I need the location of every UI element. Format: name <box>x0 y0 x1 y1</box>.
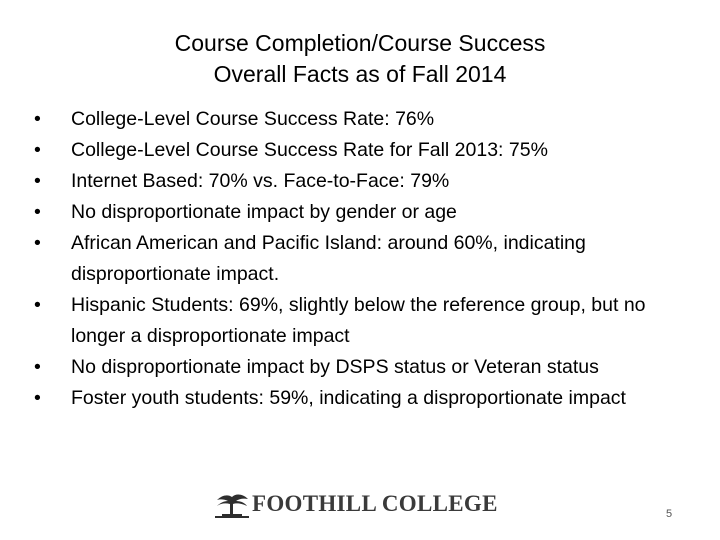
tree-icon <box>214 489 250 519</box>
title-line-2: Overall Facts as of Fall 2014 <box>213 61 507 87</box>
bullet-glyph: • <box>34 170 41 192</box>
bullet-item <box>34 197 684 228</box>
bullet-item <box>34 166 684 197</box>
bullet-item <box>34 135 684 166</box>
bullet-glyph: • <box>34 201 41 223</box>
bullet-glyph: • <box>34 387 41 409</box>
bullet-item <box>34 104 684 135</box>
bullet-glyph: • <box>34 139 41 161</box>
bullet-text: Hispanic Students: 69%, slightly below the reference group, but no longer a disproportionate impact <box>71 294 646 347</box>
bullet-list <box>34 104 684 414</box>
bullet-text: Internet Based: 70% vs. Face-to-Face: 79% <box>71 170 450 192</box>
title-line-1: Course Completion/Course Success <box>174 30 546 56</box>
bullet-item <box>34 290 684 352</box>
bullet-glyph: • <box>34 108 41 130</box>
bullet-glyph: • <box>34 232 41 254</box>
bullet-item <box>34 228 684 290</box>
bullet-text: Foster youth students: 59%, indicating a disproportionate impact <box>71 387 626 409</box>
bullet-item <box>34 352 684 383</box>
bullet-text: African American and Pacific Island: around 60%, indicating disproportionate impact. <box>71 232 586 285</box>
bullet-text: College-Level Course Success Rate for Fall 2013: 75% <box>71 139 548 161</box>
bullet-text: College-Level Course Success Rate: 76% <box>71 108 435 130</box>
bullet-text: No disproportionate impact by gender or age <box>71 201 457 223</box>
page-number: 5 <box>666 508 673 520</box>
slide-title <box>60 28 660 90</box>
foothill-college-logo <box>214 488 498 520</box>
logo-wordmark: FOOTHILL COLLEGE <box>252 491 498 516</box>
bullet-glyph: • <box>34 356 41 378</box>
bullet-item <box>34 383 684 414</box>
bullet-glyph: • <box>34 294 41 316</box>
bullet-text: No disproportionate impact by DSPS status or Veteran status <box>71 356 599 378</box>
